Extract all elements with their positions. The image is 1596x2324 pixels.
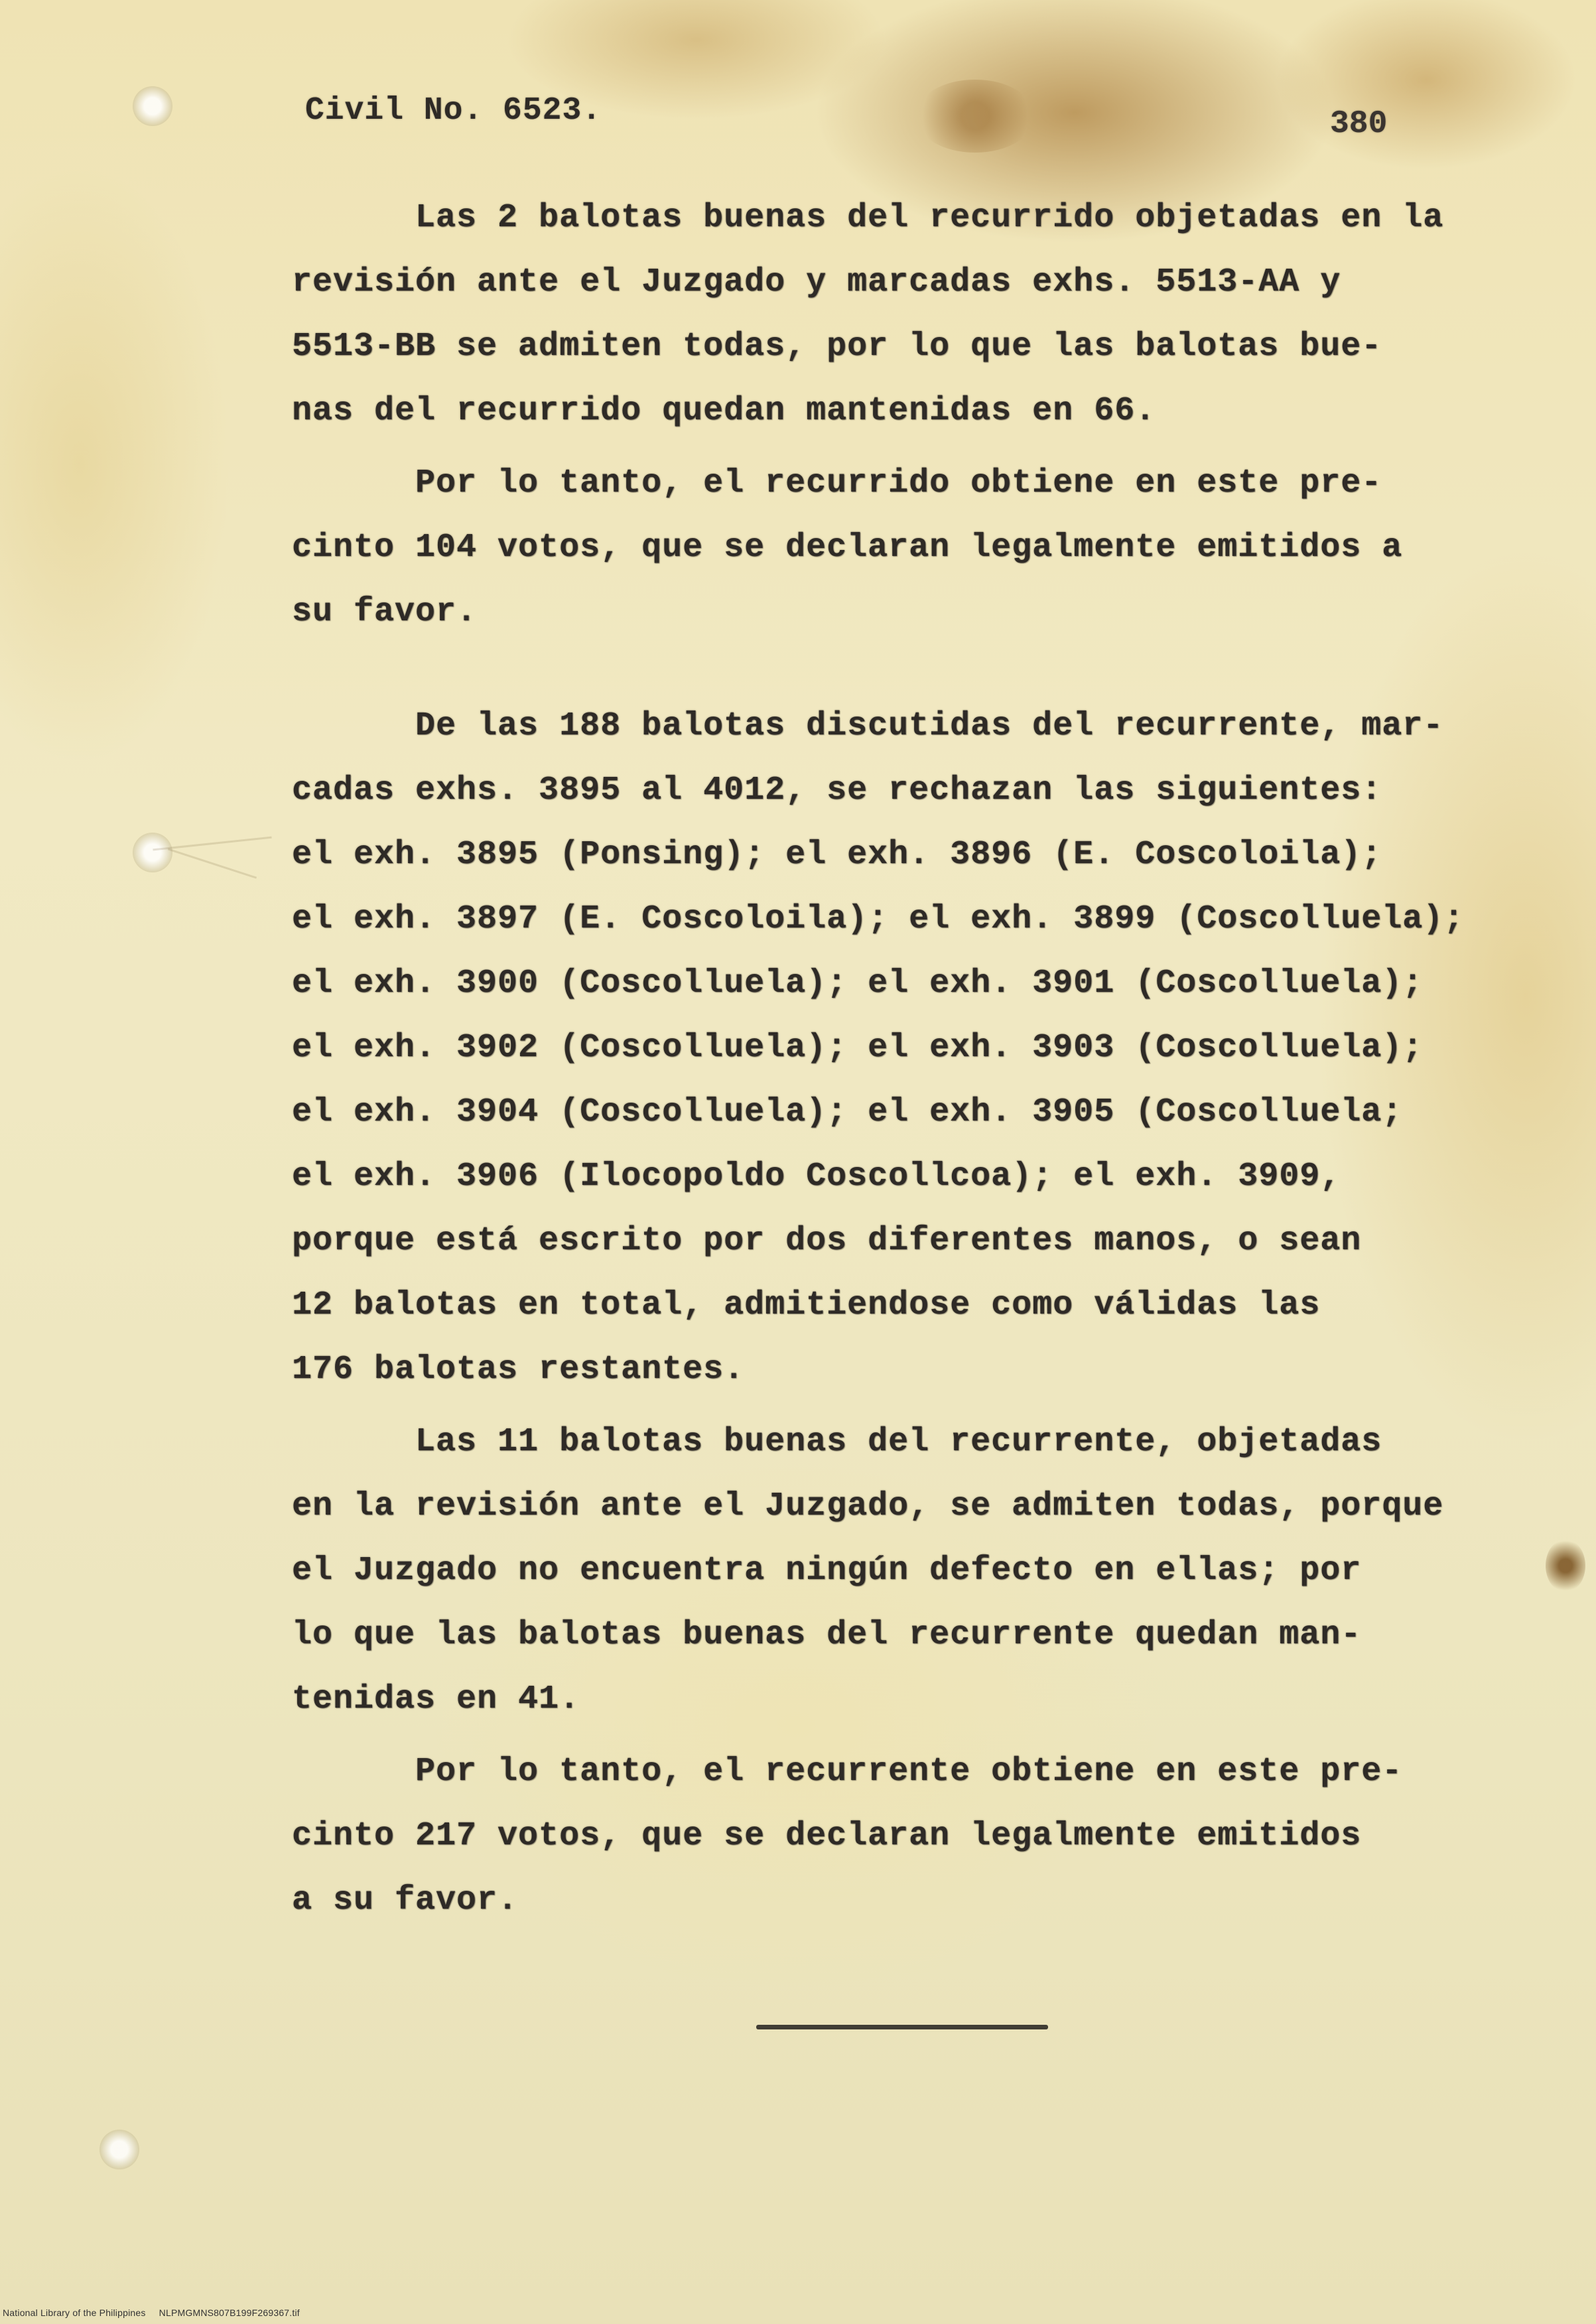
paragraph-line: Las 2 balotas buenas del recurrido objetadas en la — [292, 199, 1444, 237]
rust-stain — [915, 80, 1035, 153]
paragraph-line: cinto 104 votos, que se declaran legalmente emitidos a — [292, 529, 1403, 567]
paragraph-line: el exh. 3900 (Coscolluela); el exh. 3901 (Coscolluela); — [292, 965, 1424, 1002]
paragraph-line: el exh. 3902 (Coscolluela); el exh. 3903 (Coscolluela); — [292, 1029, 1424, 1067]
punch-hole-bottom — [100, 2130, 139, 2169]
punch-hole-top — [133, 86, 172, 126]
paragraph-line: cinto 217 votos, que se declaran legalmente emitidos — [292, 1817, 1362, 1855]
paragraph-line: tenidas en 41. — [292, 1680, 580, 1718]
paragraph-line: revisión ante el Juzgado y marcadas exhs. 5513-AA y — [292, 263, 1341, 301]
paragraph-line: Las 11 balotas buenas del recurrente, objetadas — [292, 1423, 1382, 1461]
punch-hole-middle — [133, 833, 172, 872]
paragraph-line: el Juzgado no encuentra ningún defecto en ellas; por — [292, 1552, 1362, 1590]
footer-file-id: NLPMGMNS807B199F269367.tif — [159, 2307, 300, 2318]
paragraph-line: su favor. — [292, 593, 478, 631]
paragraph-line: porque está escrito por dos diferentes manos, o sean — [292, 1222, 1362, 1260]
paragraph-line: Por lo tanto, el recurrente obtiene en este pre- — [292, 1753, 1403, 1791]
footer — [3, 2307, 310, 2318]
paragraph-line: en la revisión ante el Juzgado, se admiten todas, porque — [292, 1487, 1444, 1525]
footer-institution: National Library of the Philippines — [3, 2307, 146, 2318]
paper-crease — [168, 848, 257, 878]
closing-rule — [756, 2025, 1048, 2029]
paragraph-line: 5513-BB se admiten todas, por lo que las balotas bue- — [292, 328, 1382, 366]
water-stain — [1546, 1539, 1585, 1592]
paragraph-line: el exh. 3895 (Ponsing); el exh. 3896 (E. Coscoloila); — [292, 836, 1382, 874]
paragraph-line: 12 balotas en total, admitiendose como válidas las — [292, 1286, 1321, 1324]
case-number: Civil No. 6523. — [305, 93, 602, 129]
paragraph-line: el exh. 3897 (E. Coscoloila); el exh. 3899 (Coscolluela); — [292, 900, 1465, 938]
paragraph-line: De las 188 balotas discutidas del recurrente, mar- — [292, 707, 1444, 745]
paragraph-line: cadas exhs. 3895 al 4012, se rechazan las siguientes: — [292, 772, 1382, 809]
paragraph-line: 176 balotas restantes. — [292, 1351, 745, 1389]
paragraph-line: lo que las balotas buenas del recurrente quedan man- — [292, 1616, 1362, 1654]
paragraph-line: el exh. 3904 (Coscolluela); el exh. 3905 (Coscolluela; — [292, 1093, 1403, 1131]
paragraph-line: el exh. 3906 (Ilocopoldo Coscollcoa); el exh. 3909, — [292, 1158, 1341, 1196]
paragraph-line: Por lo tanto, el recurrido obtiene en este pre- — [292, 464, 1382, 502]
paragraph-line: nas del recurrido quedan mantenidas en 66. — [292, 392, 1156, 430]
paragraph-line: a su favor. — [292, 1881, 519, 1919]
page-number: 380 — [1330, 106, 1388, 142]
